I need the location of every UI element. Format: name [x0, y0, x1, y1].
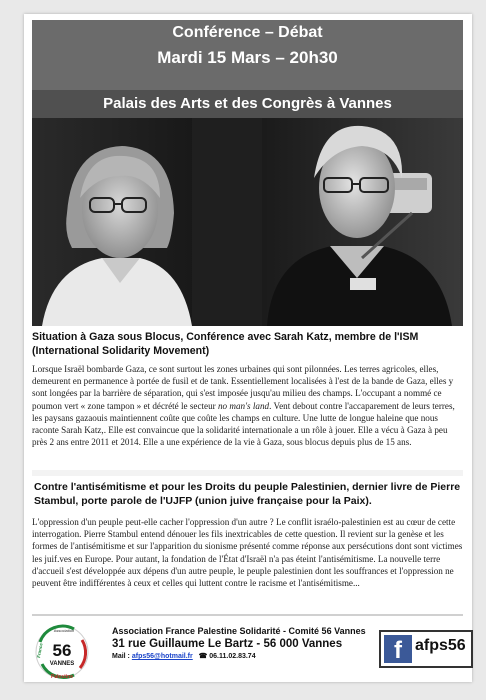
- afps-logo: [34, 624, 90, 680]
- speakers-photo-illustration: [32, 118, 463, 326]
- phone-number: ☎ 06.11.02.83.74: [198, 653, 256, 660]
- event-venue: Palais des Arts et des Congrès à Vannes: [32, 90, 463, 118]
- association-info: [112, 626, 382, 660]
- logo-number: 56: [52, 641, 72, 660]
- afps-logo-graphic: [34, 624, 90, 680]
- logo-ring-bottom: Palestine: [51, 674, 73, 680]
- logo-ring-top: Association: [53, 628, 75, 633]
- speakers-photo: [32, 118, 463, 326]
- facebook-icon: f: [384, 635, 412, 663]
- facebook-handle: afps56: [415, 637, 466, 654]
- section1-text: [32, 363, 464, 448]
- mail-link[interactable]: afps56@hotmail.fr: [131, 653, 193, 660]
- association-name: Association France Palestine Solidarité - Comité 56 Vannes: [112, 626, 366, 636]
- section1-text-b: . Vent debout contre l'accaparement de leurs terres, les paysans gazaouis maintiennent coûte que coûte les champs en culture. Une lutte de longue haleine que nous raconte Sarah Katz,. Elle est convaincue que la solidarité internationale a un rôle à jouer. Elle a vécu à Gaza à peu près 2 ans entre 2011 et 2014. Elle a une expérience de la vie à Gaza, sous blocus depuis plus de 15 ans.: [32, 400, 455, 448]
- association-contact: [112, 652, 382, 660]
- section1-text-a: Lorsque Israël bombarde Gaza, ce sont surtout les zones urbaines qui sont pilonnées. Les terres agricoles, elles, demeurent en permanence à portée de fusil et de tank. Essentiellement localisées à l'est de la bande de Gaza, elles y sont longées par la barrière de séparation, qui s'est imposée jusqu'au milieu des champs. L'occupant a nommé ce poumon vert « zone tampon » et décrété le secteur: [32, 364, 454, 411]
- section2-title: Contre l'antisémitisme et pour les Droits du peuple Palestinien, dernier livre de Pierre Stambul, porte parole de l'UJFP (union juive française pour la Paix).: [34, 481, 461, 507]
- logo-city: VANNES: [49, 661, 75, 667]
- section1-text-italic: no man's land: [217, 400, 270, 411]
- section2-text: L'oppression d'un peuple peut-elle cacher l'oppression d'un autre ? Le conflit israélo-palestinien est au cœur de cette interrogation. Pierre Stambul entend dénouer les fils inextricables de cette question. Il revient sur la genèse et les formes de l'antisémitisme et sur l'apparition du sionisme présenté comme réponse aux persécutions dont sont victimes les juif.ves en Europe. Pour autant, la fondation de l'État d'Israël n'a pas éteint l'antisémitisme. La nouvelle terre d'accueil s'est développée aux dépens d'un autre peuple, le peuple palestinien dont les souffrances et l'oppression ne peuvent être indifférentes à ceux et celles qui luttent contre le racisme et l'antisémitisme...: [32, 517, 463, 589]
- association-address: 31 rue Guillaume Le Bartz - 56 000 Vannes: [112, 638, 343, 650]
- event-date: Mardi 15 Mars – 20h30: [157, 48, 338, 67]
- facebook-badge[interactable]: [379, 630, 473, 668]
- section1-title: Situation à Gaza sous Blocus, Conférence avec Sarah Katz, membre de l'ISM (International Solidarity Movement): [32, 331, 419, 357]
- flyer-page: [24, 14, 472, 682]
- event-type: Conférence – Débat: [172, 24, 323, 41]
- section-divider: [32, 470, 463, 476]
- footer-divider: [32, 614, 463, 616]
- logo-ring-left: France: [36, 642, 44, 659]
- mail-label: Mail :: [112, 653, 132, 660]
